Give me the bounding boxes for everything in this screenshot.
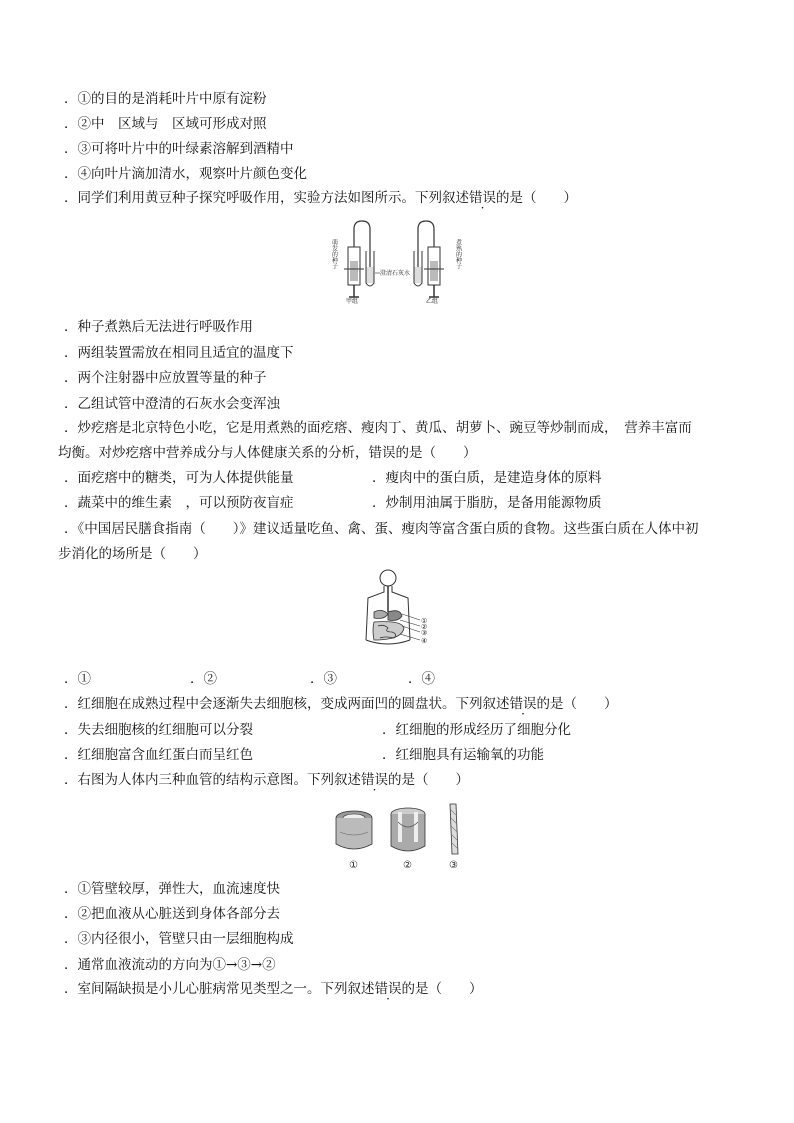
option-line: ．③可将叶片中的叶绿素溶解到酒精中 [64, 141, 294, 157]
option-line: ．两组装置需放在相同且适宜的温度下 [64, 345, 294, 361]
question-stem: ．右图为人体内三种血管的结构示意图。下列叙述错误的是（ ） [64, 772, 469, 788]
option-c: ．③ [310, 671, 337, 687]
question-stem: ．《中国居民膳食指南（ ）》建议适量吃鱼、禽、蛋、瘦肉等富含蛋白质的食物。这些蛋白质在人体中初 [64, 521, 699, 537]
emphasis-mark: 错误 [469, 190, 496, 206]
question-stem: ．同学们利用黄豆种子探究呼吸作用，实验方法如图所示。下列叙述错误的是（ ） [64, 190, 577, 206]
seed-label-left: 萌发的种子 [330, 239, 338, 269]
option-line: ．两个注射器中应放置等量的种子 [64, 370, 267, 386]
option-line: ．④向叶片滴加清水，观察叶片颜色变化 [64, 166, 307, 182]
option-line: ．失去细胞核的红细胞可以分裂 ．红细胞的形成经历了细胞分化 [64, 722, 571, 738]
option-line: ．①的目的是消耗叶片中原有淀粉 [64, 91, 267, 107]
emphasis-mark: 错误 [374, 981, 402, 997]
question-stem: ．炒疙瘩是北京特色小吃，它是用煮熟的面疙瘩、瘦肉丁、黄瓜、胡萝卜、豌豆等炒制而成， 营养丰富而 [64, 420, 692, 436]
option-line: ．蔬菜中的维生素 ，可以预防夜盲症 ．炒制用油属于脂肪，是备用能源物质 [64, 495, 602, 511]
question-stem: 步消化的场所是（ ） [58, 546, 207, 562]
question-stem: ．室间隔缺损是小儿心脏病常见类型之一。下列叙述错误的是（ ） [64, 981, 483, 997]
digestive-system-figure [362, 568, 440, 664]
option-line: ．通常血液流动的方向为①→③→② [64, 957, 276, 973]
option-line: ．③内径很小，管壁只由一层细胞构成 [64, 931, 294, 947]
option-right: ．瘦肉中的蛋白质，是建造身体的原料 [372, 470, 602, 486]
emphasis-mark: 错误 [509, 696, 537, 712]
option-line: ．②把血液从心脏送到身体各部分去 [64, 906, 280, 922]
option-line: ．红细胞富含血红蛋白而呈红色 ．红细胞具有运输氧的功能 [64, 747, 544, 763]
option-line: ．面疙瘩中的糖类，可为人体提供能量 ．瘦肉中的蛋白质，是建造身体的原料 [64, 470, 602, 486]
option-d: ．④ [408, 671, 435, 687]
digestive-label-1: ① [421, 617, 428, 625]
option-line: ．种子煮熟后无法进行呼吸作用 [64, 319, 253, 335]
vessel-label-1: ① [349, 860, 358, 871]
vessel-label-3: ③ [449, 860, 458, 871]
digestive-label-2: ② [421, 623, 428, 631]
limewater-label: 澄清石灰水 [380, 270, 411, 277]
vessel-label-2: ② [403, 860, 412, 871]
group-b-label: 乙组 [426, 298, 439, 305]
option-right: ．红细胞具有运输氧的功能 [382, 747, 544, 763]
option-b: ．② [190, 671, 217, 687]
option-right: ．炒制用油属于脂肪，是备用能源物质 [372, 495, 602, 511]
seed-respiration-figure [330, 217, 468, 305]
option-right: ．红细胞的形成经历了细胞分化 [382, 722, 571, 738]
question-stem: ．红细胞在成熟过程中会逐渐失去细胞核，变成两面凹的圆盘状。下列叙述错误的是（ ） [64, 696, 618, 712]
option-line: ．①管壁较厚，弹性大，血流速度快 [64, 881, 280, 897]
group-a-label: 甲组 [346, 298, 359, 305]
blood-vessels-figure [332, 802, 464, 874]
option-line: ．乙组试管中澄清的石灰水会变浑浊 [64, 396, 280, 412]
option-line: ．②中 区域与 区域可形成对照 [64, 116, 267, 132]
digestive-label-4: ④ [421, 637, 428, 645]
emphasis-mark: 错误 [361, 772, 388, 788]
seed-label-right: 煮熟的种子 [454, 239, 462, 269]
question-stem: 均衡。对炒疙瘩中营养成分与人体健康关系的分析，错误的是（ ） [58, 445, 477, 461]
option-line: ．① ．② ．③ ．④ [64, 671, 435, 687]
digestive-label-3: ③ [421, 629, 428, 637]
